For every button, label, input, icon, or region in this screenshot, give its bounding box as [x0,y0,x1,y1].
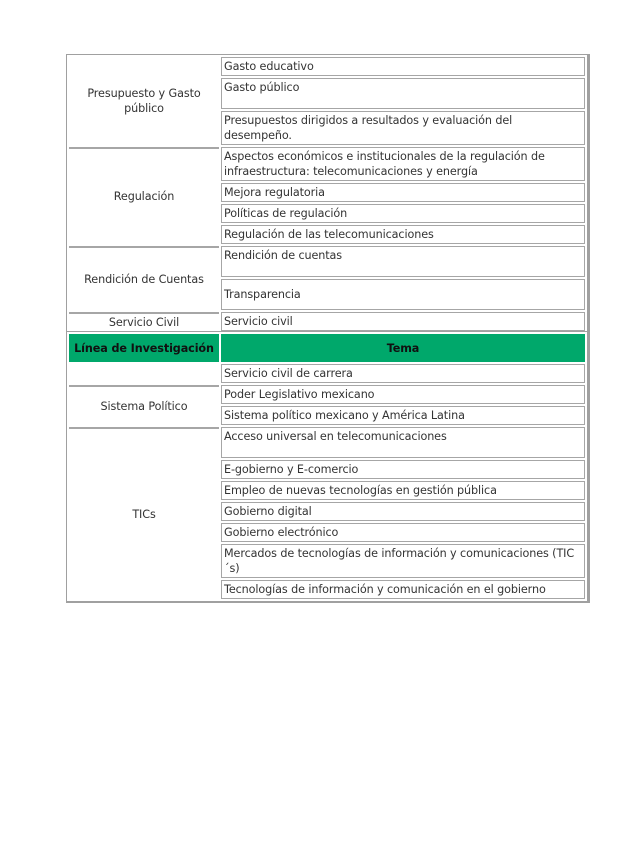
tema-cell: E-gobierno y E-comercio [221,460,585,479]
linea-cell: Presupuesto y Gasto público [87,87,201,115]
tema-cell: Políticas de regulación [221,204,585,223]
tema-cell: Tecnologías de información y comunicación en el gobierno [221,580,585,599]
tema-cell: Mejora regulatoria [221,183,585,202]
table-row [69,57,585,76]
table-row [69,427,585,458]
tema-cell: Regulación de las telecomunicaciones [221,225,585,244]
tema-cell: Empleo de nuevas tecnologías en gestión pública [221,481,585,500]
tema-cell: Gobierno electrónico [221,523,585,542]
linea-cell: Servicio Civil [69,312,219,331]
tema-cell: Aspectos económicos e institucionales de la regulación de infraestructura: telecomunicaciones y energía [221,147,585,181]
tema-cell: Servicio civil de carrera [221,364,585,383]
header-tema: Tema [221,334,585,362]
tema-cell: Acceso universal en telecomunicaciones [221,427,585,458]
tema-cell: Transparencia [221,279,585,310]
header-linea: Línea de Investigación [69,334,219,362]
tema-cell: Poder Legislativo mexicano [221,385,585,404]
research-lines-table-continued [66,54,590,335]
linea-cell [69,364,219,383]
linea-cell: TICs [69,427,219,599]
table-row [69,312,585,331]
tema-cell: Mercados de tecnologías de información y comunicaciones (TIC´s) [221,544,585,578]
table-row [69,147,585,181]
table-row [69,385,585,404]
tema-cell: Servicio civil [221,312,585,331]
tema-cell: Gasto educativo [221,57,585,76]
table-row [69,246,585,277]
tema-cell: Sistema político mexicano y América Latina [221,406,585,425]
tema-cell: Gobierno digital [221,502,585,521]
table-header-row [69,334,585,362]
tema-cell: Gasto público [221,78,585,109]
table-row [69,364,585,383]
research-lines-table [66,331,590,603]
linea-cell: Regulación [69,147,219,244]
tema-cell: Presupuestos dirigidos a resultados y evaluación del desempeño. [221,111,585,145]
linea-cell: Rendición de Cuentas [69,246,219,310]
tema-cell: Rendición de cuentas [221,246,585,277]
linea-cell: Sistema Político [69,385,219,425]
